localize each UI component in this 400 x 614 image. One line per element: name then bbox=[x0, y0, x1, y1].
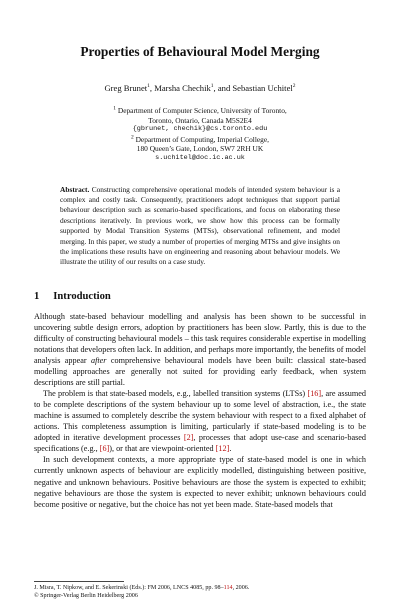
paragraph-text: comprehensive behavioural models have been built: classical state-based modelling approaches are generally not suited for providing early feedback, when system descriptions are still partial. bbox=[34, 356, 366, 388]
abstract-text: Constructing comprehensive operational models of intended system behaviour is a complex and costly task. Consequently, practitioners adopt techniques that support partial behaviour description such as scenario-based specifications, and focus on elaborating these descriptions iteratively. In previous work, we show how this process can be formally supported by Modal Transition Systems (MTSs), observational refinement, and model merging. In this paper, we study a number of properties of merging MTSs and give insights on the implications these results have on engineering and reasoning about behaviour models. We illustrate the utility of our results on a case study. bbox=[60, 184, 340, 267]
section-title: Introduction bbox=[53, 290, 111, 302]
paragraph-text: , processes that adopt use-case and scenario-based specifications (e.g., bbox=[34, 433, 366, 454]
page-link[interactable]: 114 bbox=[223, 585, 233, 591]
affiliation-line: 180 Queen’s Gate, London, SW7 2RH UK bbox=[136, 144, 264, 154]
affiliation-email: s.uchitel@doc.ic.ac.uk bbox=[155, 153, 245, 162]
paragraph bbox=[34, 454, 366, 509]
affiliation-mark: 2 bbox=[130, 134, 134, 141]
emphasis: after bbox=[91, 356, 107, 365]
paper-page bbox=[34, 0, 366, 510]
paragraph bbox=[34, 388, 366, 454]
paragraph-text: In such development contexts, a more appropriate type of state-based model is one in which currently unknown aspects of behaviour are explicitly modelled, distinguishing between positive, negative and unknown behaviours. Positive behaviours are those the system is expected to exhibit; negative behaviours are those the system is expected to never exhibit; unknown behaviours could become positive or negative, but the choice has not yet been made. State-based models that bbox=[34, 455, 366, 509]
citation-link[interactable]: [6] bbox=[99, 444, 110, 454]
citation-link[interactable]: [2] bbox=[183, 433, 194, 443]
author-separator: , bbox=[149, 83, 155, 93]
author-name: Sebastian Uchitel bbox=[232, 83, 293, 93]
author-list bbox=[34, 83, 366, 94]
paragraph-text: , are assumed to be complete descriptions of the system behaviour up to some level of abstraction, i.e., the state machine is assumed to completely describe the system behaviour with respect to a fixed alphabet of actions. This completeness assumption is limiting, particularly if state-based modeling is to be adopted in iterative development processes bbox=[34, 389, 366, 443]
paper-title: Properties of Behavioural Model Merging bbox=[80, 44, 320, 59]
affiliation-2 bbox=[34, 135, 366, 164]
section-body bbox=[34, 311, 366, 510]
abstract bbox=[60, 185, 340, 268]
affiliation-line: Department of Computing, Imperial College, bbox=[135, 134, 270, 144]
citation-link[interactable]: [16] bbox=[307, 389, 322, 399]
author-separator: , and bbox=[213, 83, 233, 93]
paragraph-text: ), or that are viewpoint-oriented bbox=[109, 444, 214, 454]
author-name: Marsha Chechik bbox=[154, 83, 211, 93]
affiliations bbox=[34, 106, 366, 164]
affiliation-mark: 1 bbox=[147, 83, 150, 90]
author-name: Greg Brunet bbox=[104, 83, 148, 93]
paragraph-text: Although state-based behaviour modelling and analysis has been shown to be successful in uncovering subtle design errors, adoption by practitioners has been slow. Partly, this is due to the difficulty of constructing behavioural models – this task requires considerable expertise in modelling notations that developers often lack. In addition, and perhaps more importantly, the benefits of model analysis appear bbox=[34, 311, 366, 365]
copyright-notice: © Springer-Verlag Berlin Heidelberg 2006 bbox=[34, 593, 138, 600]
paragraph bbox=[34, 311, 366, 388]
affiliation-line: Toronto, Ontario, Canada M5S2E4 bbox=[148, 115, 252, 125]
paragraph-text: The problem is that state-based models, e.g., labelled transition systems (LTSs) bbox=[43, 389, 306, 399]
section-number: 1 bbox=[34, 290, 40, 302]
footer-rule bbox=[34, 581, 124, 582]
citation-link[interactable]: [12] bbox=[215, 444, 230, 454]
page-footer bbox=[34, 584, 366, 600]
affiliation-email: {gbrunet, chechik}@cs.toronto.edu bbox=[132, 125, 268, 134]
footer-citation-end: , 2006. bbox=[232, 585, 250, 591]
affiliation-mark: 1 bbox=[113, 105, 116, 112]
affiliation-line: Department of Computer Science, University of Toronto, bbox=[117, 106, 287, 115]
affiliation-1 bbox=[34, 106, 366, 135]
abstract-label: Abstract. bbox=[60, 184, 90, 194]
footer-citation: J. Misra, T. Nipkow, and E. Sekerinski (Eds.): FM 2006, LNCS 4085, pp. 98– bbox=[34, 585, 224, 591]
affiliation-mark: 2 bbox=[292, 83, 296, 90]
section-heading bbox=[34, 290, 366, 303]
paragraph-text: . bbox=[229, 444, 232, 454]
affiliation-mark: 1 bbox=[210, 83, 214, 90]
